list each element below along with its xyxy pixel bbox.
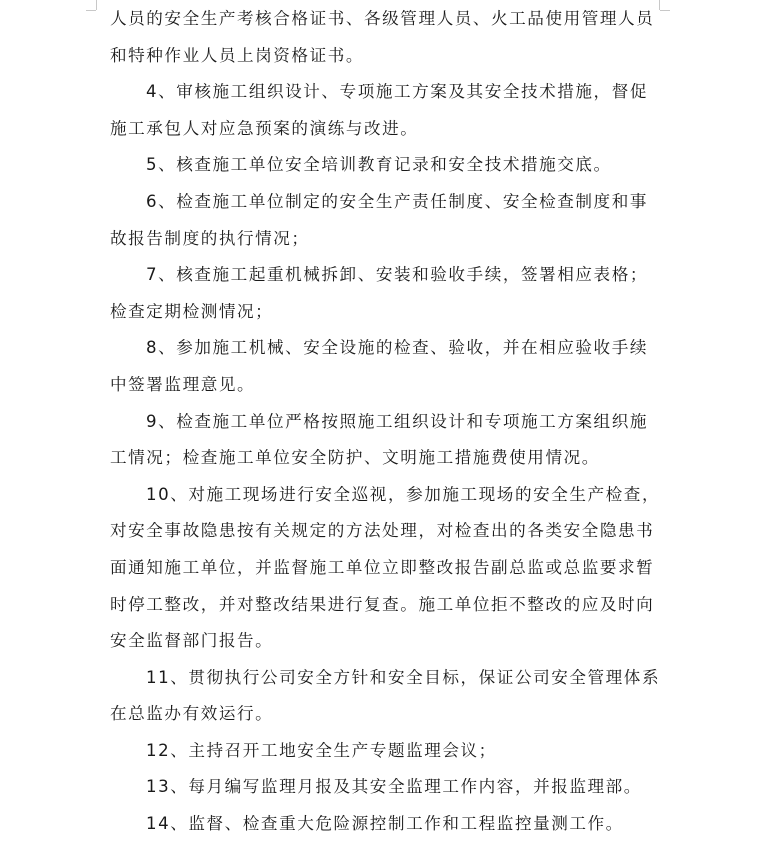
text-line: 8、参加施工机械、安全设施的检查、验收，并在相应验收手续 (146, 338, 648, 358)
text-line: 10、对施工现场进行安全巡视，参加施工现场的安全生产检查， (146, 484, 661, 504)
paragraph-item-5 (110, 147, 670, 184)
text-line: 7、核查施工起重机械拆卸、安装和验收手续，签署相应表格； (146, 265, 648, 285)
paragraph-item-14 (110, 806, 670, 843)
paragraph-item-10 (110, 477, 670, 660)
paragraph-item-7 (110, 257, 670, 330)
document-body (110, 0, 670, 843)
paragraph-item-11 (110, 660, 670, 733)
paragraph-item-9 (110, 404, 670, 477)
text-line: 13、每月编写监理月报及其安全监理工作内容，并报监理部。 (146, 777, 642, 797)
text-line: 4、审核施工组织设计、专项施工方案及其安全技术措施，督促 (146, 82, 648, 102)
crop-mark-top-left-horizontal (86, 10, 96, 11)
paragraph-item-12 (110, 733, 670, 770)
text-line: 11、贯彻执行公司安全方针和安全目标，保证公司安全管理体系 (146, 667, 661, 687)
text-line: 人员的安全生产考核合格证书、各级管理人员、火工品使用管理人员 (110, 9, 655, 28)
crop-mark-top-left-vertical (96, 0, 97, 10)
text-line: 12、主持召开工地安全生产专题监理会议； (146, 740, 497, 760)
text-line: 安全监督部门报告。 (110, 631, 274, 651)
paragraph-continuation (110, 1, 670, 74)
text-line: 6、检查施工单位制定的安全生产责任制度、安全检查制度和事 (146, 191, 648, 211)
text-line: 检查定期检测情况； (110, 301, 274, 321)
text-line: 工情况；检查施工单位安全防护、文明施工措施费使用情况。 (110, 448, 600, 468)
text-line: 中签署监理意见。 (110, 374, 256, 394)
paragraph-item-13 (110, 769, 670, 806)
text-line: 时停工整改，并对整改结果进行复查。施工单位拒不整改的应及时向 (110, 594, 655, 614)
text-line: 故报告制度的执行情况； (110, 228, 310, 248)
paragraph-item-6 (110, 184, 670, 257)
text-line: 对安全事故隐患按有关规定的方法处理，对检查出的各类安全隐患书 (110, 521, 655, 541)
paragraph-item-4 (110, 74, 670, 147)
paragraph-item-8 (110, 330, 670, 403)
text-line: 5、核查施工单位安全培训教育记录和安全技术措施交底。 (146, 155, 612, 175)
text-line: 和特种作业人员上岗资格证书。 (110, 45, 365, 65)
text-line: 面通知施工单位，并监督施工单位立即整改报告副总监或总监要求暂 (110, 557, 655, 577)
text-line: 在总监办有效运行。 (110, 704, 274, 724)
text-line: 14、监督、检查重大危险源控制工作和工程监控量测工作。 (146, 814, 624, 834)
text-line: 9、检查施工单位严格按照施工组织设计和专项施工方案组织施 (146, 411, 648, 431)
text-line: 施工承包人对应急预案的演练与改进。 (110, 118, 419, 138)
